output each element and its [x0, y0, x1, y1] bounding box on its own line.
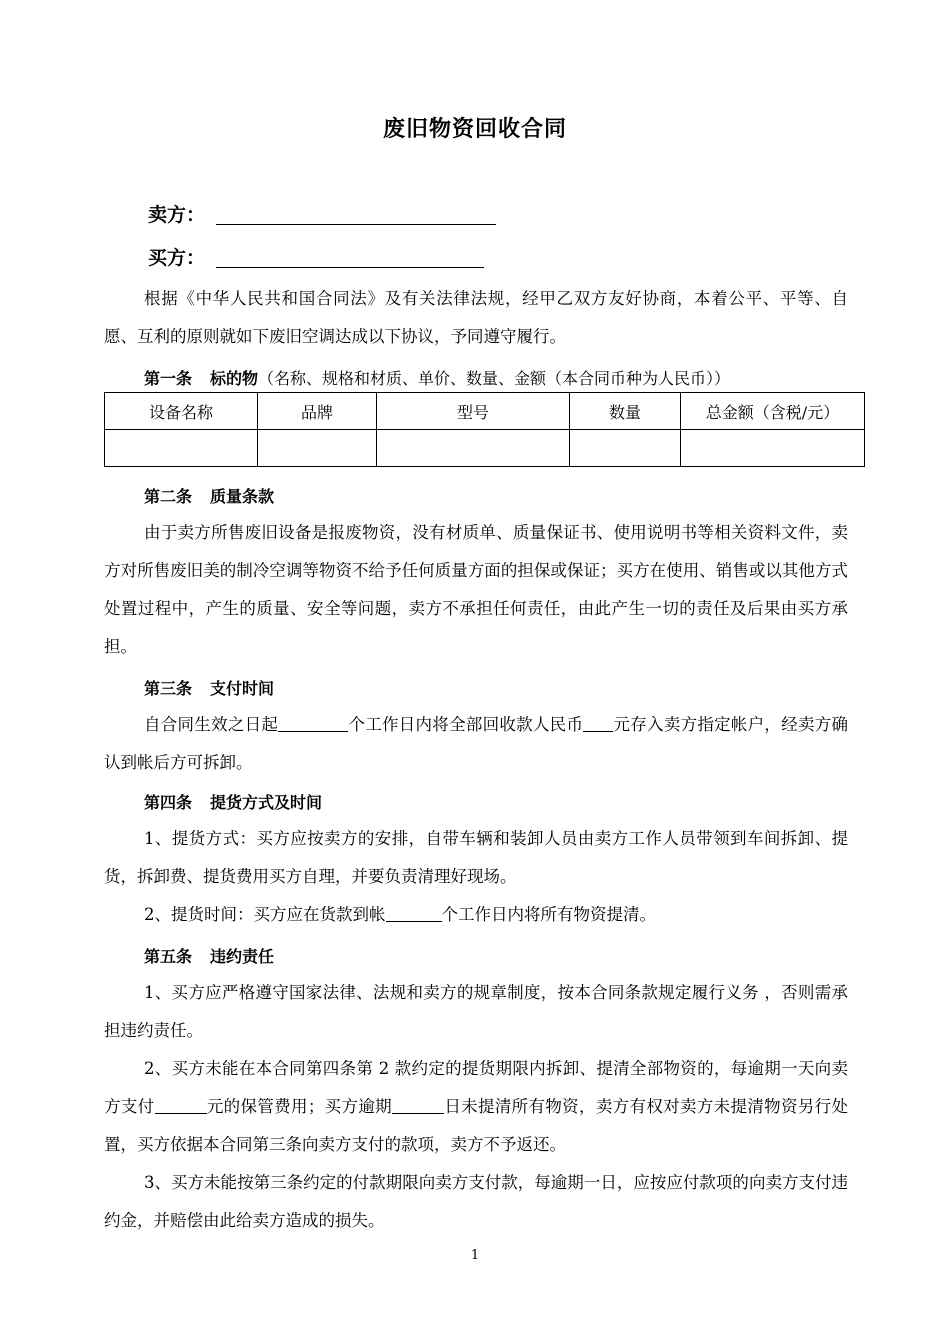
table-row [105, 430, 865, 467]
overdue-days-blank [392, 1097, 444, 1114]
article2-paragraph: 由于卖方所售废旧设备是报废物资，没有材质单、质量保证书、使用说明书等相关资料文件，卖方对所售废旧美的制冷空调等物资不给予任何质量方面的担保或保证；买方在使用、销售或以其他方式处置过程中，产生的质量、安全等问题，卖方不承担任何责任，由此产生一切的责任及后果由买方承担。 [104, 523, 848, 656]
article5-heading [144, 944, 274, 967]
header-model: 型号 [377, 393, 570, 430]
storage-fee-blank [155, 1097, 207, 1114]
amount-blank [583, 715, 613, 732]
article1-title: 标的物 [210, 369, 259, 388]
article5-item2 [104, 1050, 848, 1164]
article5-title: 违约责任 [210, 947, 275, 966]
buyer-field [148, 243, 205, 270]
table-cell [681, 430, 865, 467]
article4-heading [144, 790, 322, 813]
article3-text-c: 元存入卖方指定帐户，经卖方确认到帐后方可拆卸。 [104, 715, 849, 772]
article2-heading [144, 484, 274, 507]
pickup-days-blank [386, 905, 442, 922]
table-cell [570, 430, 681, 467]
article3-text-a: 自合同生效之日起 [144, 715, 279, 734]
seller-blank-line [216, 224, 496, 225]
article1-note: （名称、规格和材质、单价、数量、金额（本合同币种为人民币）） [258, 369, 731, 388]
article4-number: 第四条 [144, 793, 193, 812]
article5-number: 第五条 [144, 947, 193, 966]
days-blank [278, 715, 348, 732]
article1-heading [144, 366, 730, 389]
seller-field [148, 200, 205, 227]
header-quantity: 数量 [570, 393, 681, 430]
article5-item1: 1、买方应严格遵守国家法律、法规和卖方的规章制度，按本合同条款规定履行义务 ，否则需承担违约责任。 [104, 983, 848, 1040]
article4-item1: 1、提货方式：买方应按卖方的安排，自带车辆和装卸人员由卖方工作人员带领到车间拆卸、提货，拆卸费、提货费用买方自理，并要负责清理好现场。 [104, 829, 848, 886]
intro-paragraph: 根据《中华人民共和国合同法》及有关法律法规，经甲乙双方友好协商，本着公平、平等、自愿、互利的原则就如下废旧空调达成以下协议，予同遵守履行。 [104, 289, 848, 346]
table-header-row [105, 393, 865, 430]
article3-number: 第三条 [144, 679, 193, 698]
article5-item2-a: 2、买方未能在本合同第四条第 2 款约定的提货期限内拆卸、提清全部物资的，每逾期一天向卖方支付 [104, 1059, 848, 1116]
header-brand: 品牌 [258, 393, 377, 430]
article3-heading [144, 676, 274, 699]
items-table [104, 392, 865, 467]
article5-item2-c: 日未提清所有物资，卖方有权对卖方未提清物资另行处置，买方依据本合同第三条向卖方支付的款项，卖方不予返还。 [104, 1097, 849, 1154]
buyer-blank-line [216, 267, 484, 268]
article3-title: 支付时间 [210, 679, 275, 698]
article4-title: 提货方式及时间 [210, 793, 323, 812]
table-cell [258, 430, 377, 467]
article1-number: 第一条 [144, 369, 193, 388]
document-title: 废旧物资回收合同 [382, 117, 567, 142]
buyer-label: 买方： [148, 247, 206, 269]
table-cell [105, 430, 258, 467]
article2-title: 质量条款 [210, 487, 275, 506]
article4-item2-b: 个工作日内将所有物资提清。 [441, 905, 656, 924]
article4-item2-a: 2、提货时间：买方应在货款到帐 [144, 905, 386, 924]
article3-text-b: 个工作日内将全部回收款人民币 [348, 715, 584, 734]
article4-item2 [104, 896, 848, 934]
header-total-amount: 总金额（含税/元） [681, 393, 865, 430]
article5-item3: 3、买方未能按第三条约定的付款期限向卖方支付款，每逾期一日，应按应付款项的向卖方支付违约金，并赔偿由此给卖方造成的损失。 [104, 1173, 848, 1230]
table-cell [377, 430, 570, 467]
page-number: 1 [470, 1248, 480, 1263]
seller-label: 卖方： [148, 204, 206, 226]
article2-number: 第二条 [144, 487, 193, 506]
article3-paragraph [104, 706, 848, 782]
header-device-name: 设备名称 [105, 393, 258, 430]
article5-item2-b: 元的保管费用；买方逾期 [206, 1097, 392, 1116]
